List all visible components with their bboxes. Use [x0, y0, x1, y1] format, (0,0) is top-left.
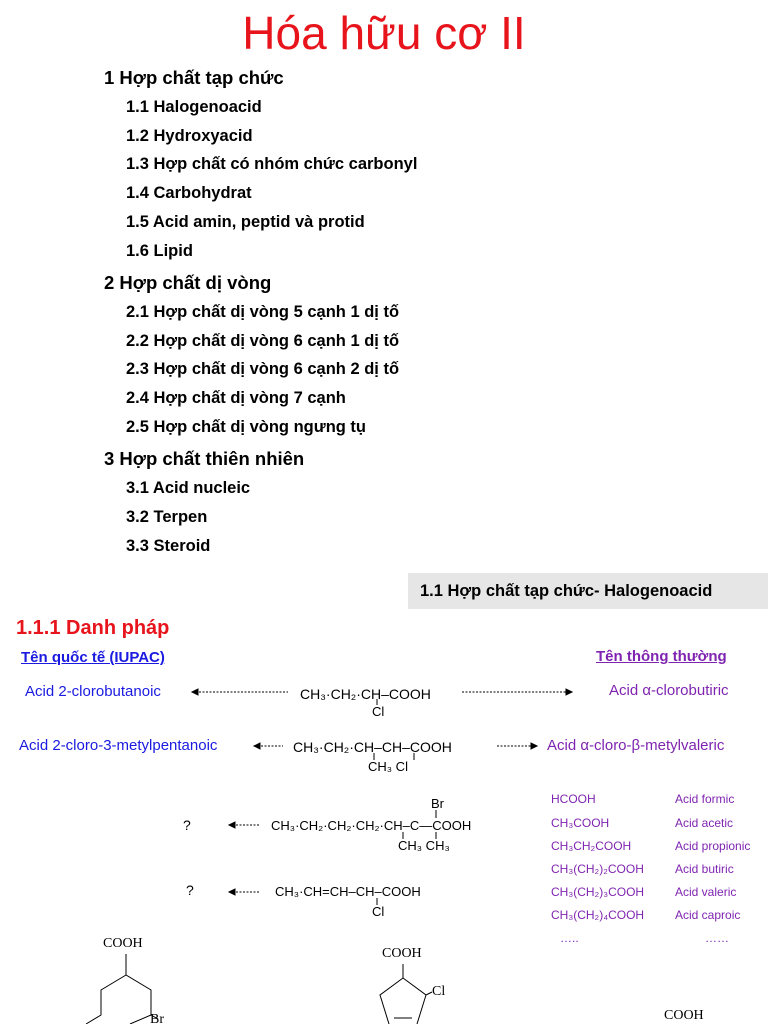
toc-item: 1.5 Acid amin, peptid và protid [126, 213, 365, 231]
common-name: Acid α-cloro-β-metylvaleric [547, 737, 725, 754]
formula: CH₃·CH₂·CH₂·CH₂·CH–C—COOH [271, 818, 472, 833]
toc-item: 2.1 Hợp chất dị vòng 5 cạnh 1 dị tố [126, 303, 400, 321]
toc-item: 2.4 Hợp chất dị vòng 7 cạnh [126, 389, 346, 407]
table-name: Acid acetic [675, 816, 734, 830]
cyclopentene-ring [380, 978, 426, 1024]
table-ellipsis: ….. [560, 931, 579, 945]
iupac-name: Acid 2-cloro-3-metylpentanoic [19, 737, 218, 754]
section-banner: 1.1 Hợp chất tạp chức- Halogenoacid [408, 573, 768, 609]
formula: CH₃·CH₂·CH–CH–COOH [293, 739, 452, 755]
question-mark: ? [183, 817, 191, 833]
toc-item: 1.1 Halogenoacid [126, 98, 262, 116]
table-formula: CH₃(CH₂)₄COOH [551, 908, 645, 922]
table-formula: CH₃COOH [551, 816, 610, 830]
table-name: Acid caproic [675, 908, 741, 922]
ring1-br-label: Br [150, 1012, 164, 1027]
toc-item: 1 Hợp chất tạp chức [104, 67, 284, 88]
table-name: Acid valeric [675, 885, 737, 899]
table-name: Acid propionic [675, 839, 751, 853]
ring1-cooh-label: COOH [103, 936, 143, 951]
formula-top-substituent: Br [431, 796, 444, 811]
toc-item: 3 Hợp chất thiên nhiên [104, 448, 305, 469]
toc-item: 2 Hợp chất dị vòng [104, 272, 272, 293]
table-name: Acid butiric [675, 862, 734, 876]
toc-item: 3.3 Steroid [126, 537, 211, 555]
right-arrow-head [566, 689, 572, 695]
toc-item: 1.4 Carbohydrat [126, 184, 252, 202]
ring-bond [151, 1015, 158, 1019]
toc-item: 1.2 Hydroxyacid [126, 127, 253, 145]
toc-item: 2.3 Hợp chất dị vòng 6 cạnh 2 dị tố [126, 360, 400, 378]
iupac-name: Acid 2-clorobutanoic [25, 683, 161, 700]
common-name: Acid α-clorobutiric [609, 682, 729, 699]
left-arrow-head [229, 822, 235, 828]
toc-item: 3.1 Acid nucleic [126, 479, 251, 497]
formula: CH₃·CH₂·CH–COOH [300, 686, 431, 702]
toc-item: 2.5 Hợp chất dị vòng ngưng tụ [126, 418, 367, 436]
table-formula: CH₃(CH₂)₂COOH [551, 862, 644, 876]
table-name: Acid formic [675, 792, 735, 806]
subsection-heading: 1.1.1 Danh pháp [16, 617, 170, 639]
ring-bond [426, 992, 432, 995]
question-mark: ? [186, 882, 194, 898]
toc-item: 2.2 Hợp chất dị vòng 6 cạnh 1 dị tố [126, 332, 400, 350]
right-arrow-head [531, 743, 537, 749]
formula-substituent: Cl [372, 904, 385, 919]
table-formula: CH₃(CH₂)₃COOH [551, 885, 645, 899]
ring3-cooh-label: COOH [664, 1008, 704, 1023]
ring2-cooh-label: COOH [382, 946, 422, 961]
formula-substituent: Cl [372, 704, 385, 719]
left-arrow-head [254, 743, 260, 749]
ring2-cl-label: Cl [432, 984, 446, 999]
left-arrow-head [229, 889, 235, 895]
cyclohexane-ring [86, 975, 151, 1024]
common-name-heading: Tên thông thường [596, 648, 727, 665]
formula-substituent: CH₃ CH₃ [398, 838, 450, 853]
toc-item: 3.2 Terpen [126, 508, 208, 526]
toc-item: 1.3 Hợp chất có nhóm chức carbonyl [126, 155, 418, 173]
left-arrow-head [192, 689, 198, 695]
table-ellipsis: …… [705, 931, 729, 945]
page-title: Hóa hữu cơ II [242, 7, 526, 59]
toc-item: 1.6 Lipid [126, 242, 193, 260]
table-formula: HCOOH [551, 792, 596, 806]
formula-substituent: CH₃ Cl [368, 759, 408, 774]
iupac-heading: Tên quốc tế (IUPAC) [21, 649, 165, 666]
formula: CH₃·CH=CH–CH–COOH [275, 884, 421, 899]
table-formula: CH₃CH₂COOH [551, 839, 632, 853]
